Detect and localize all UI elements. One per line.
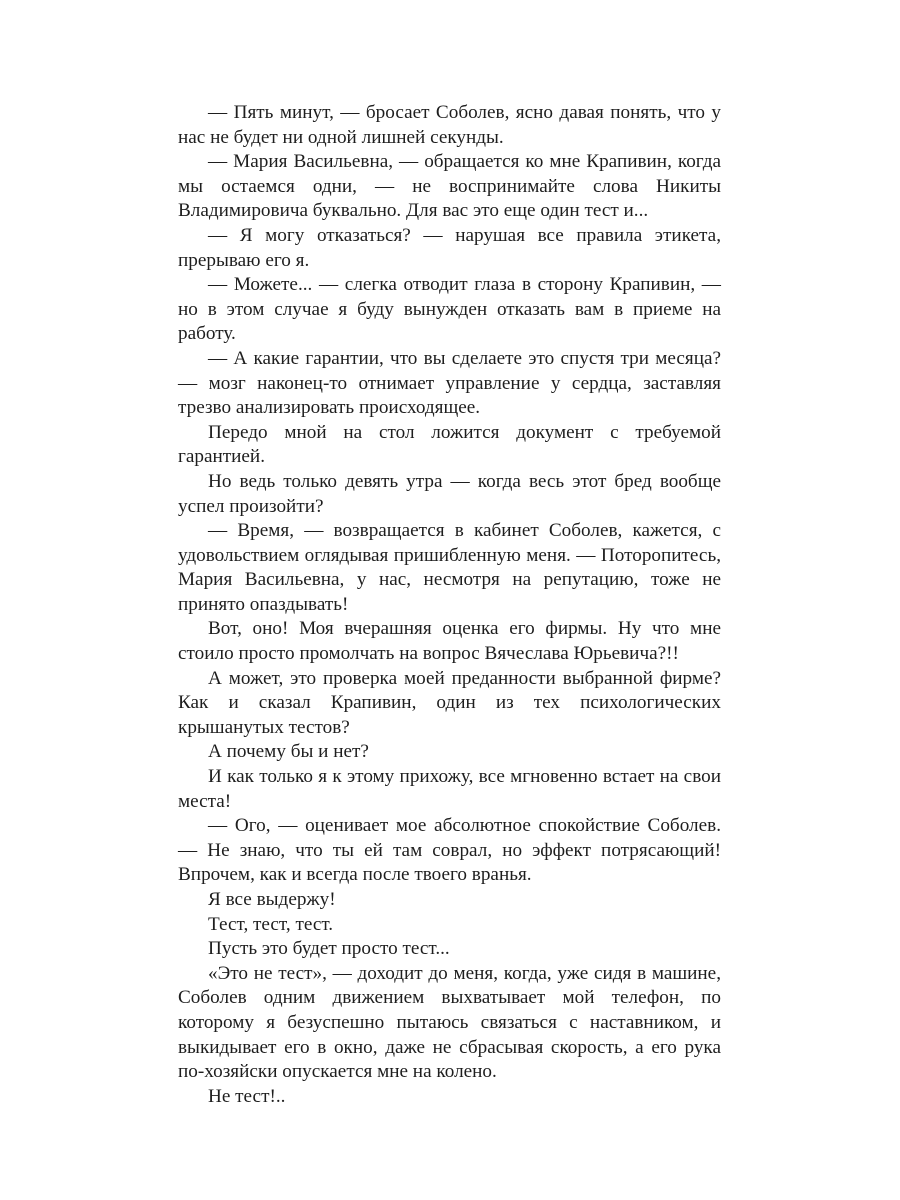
paragraph: Тест, тест, тест. <box>208 913 334 935</box>
paragraph: «Это не тест», — доходит до меня, когда, уже сидя в машине, Соболев одним движением выхватывает мой телефон, по которому я безуспешно пытаюсь связаться с наставником, и выкидывает его в окно, даже не сбрасывая скорость, а его рука по-хозяйски опускается мне на колено. <box>178 962 721 1083</box>
paragraph: Передо мной на стол ложится документ с требуемой гарантией. <box>178 421 721 468</box>
paragraph: Пусть это будет просто тест... <box>208 938 450 960</box>
paragraph: — Мария Васильевна, — обращается ко мне Крапивин, когда мы остаемся одни, — не воспринимайте слова Никиты Владимировича буквально. Для вас это еще один тест и... <box>178 151 721 222</box>
paragraph: Вот, оно! Моя вчерашняя оценка его фирмы. Ну что мне стоило просто промолчать на вопрос Вячеслава Юрьевича?!! <box>178 618 721 665</box>
paragraph: — Ого, — оценивает мое абсолютное спокойствие Соболев. — Не знаю, что ты ей там соврал, но эффект потрясающий! Впрочем, как и всегда после твоего вранья. <box>178 815 721 886</box>
paragraph: — Пять минут, — бросает Соболев, ясно давая понять, что у нас не будет ни одной лишней секунды. <box>178 102 721 148</box>
paragraph: А почему бы и нет? <box>208 741 369 763</box>
paragraph: Но ведь только девять утра — когда весь этот бред вообще успел произойти? <box>178 470 721 517</box>
paragraph: — А какие гарантии, что вы сделаете это спустя три месяца? — мозг наконец-то отнимает управление у сердца, заставляя трезво анализировать происходящее. <box>178 347 721 419</box>
book-page-text <box>178 101 721 1109</box>
paragraph: Я все выдержу! <box>208 889 336 910</box>
paragraph: — Время, — возвращается в кабинет Соболев, кажется, с удовольствием оглядывая пришибленную меня. — Поторопитесь, Мария Васильевна, у нас, несмотря на репутацию, тоже не принято опаздывать! <box>178 520 721 615</box>
paragraph: А может, это проверка моей преданности выбранной фирме? Как и сказал Крапивин, один из тех психологических крышанутых тестов? <box>178 667 721 738</box>
paragraph: — Можете... — слегка отводит глаза в сторону Крапивин, — но в этом случае я буду вынужден отказать вам в приеме на работу. <box>178 274 721 345</box>
paragraph: И как только я к этому прихожу, все мгновенно встает на свои места! <box>178 766 721 812</box>
paragraph: Не тест!.. <box>208 1085 286 1107</box>
paragraph: — Я могу отказаться? — нарушая все правила этикета, прерываю его я. <box>178 224 721 271</box>
